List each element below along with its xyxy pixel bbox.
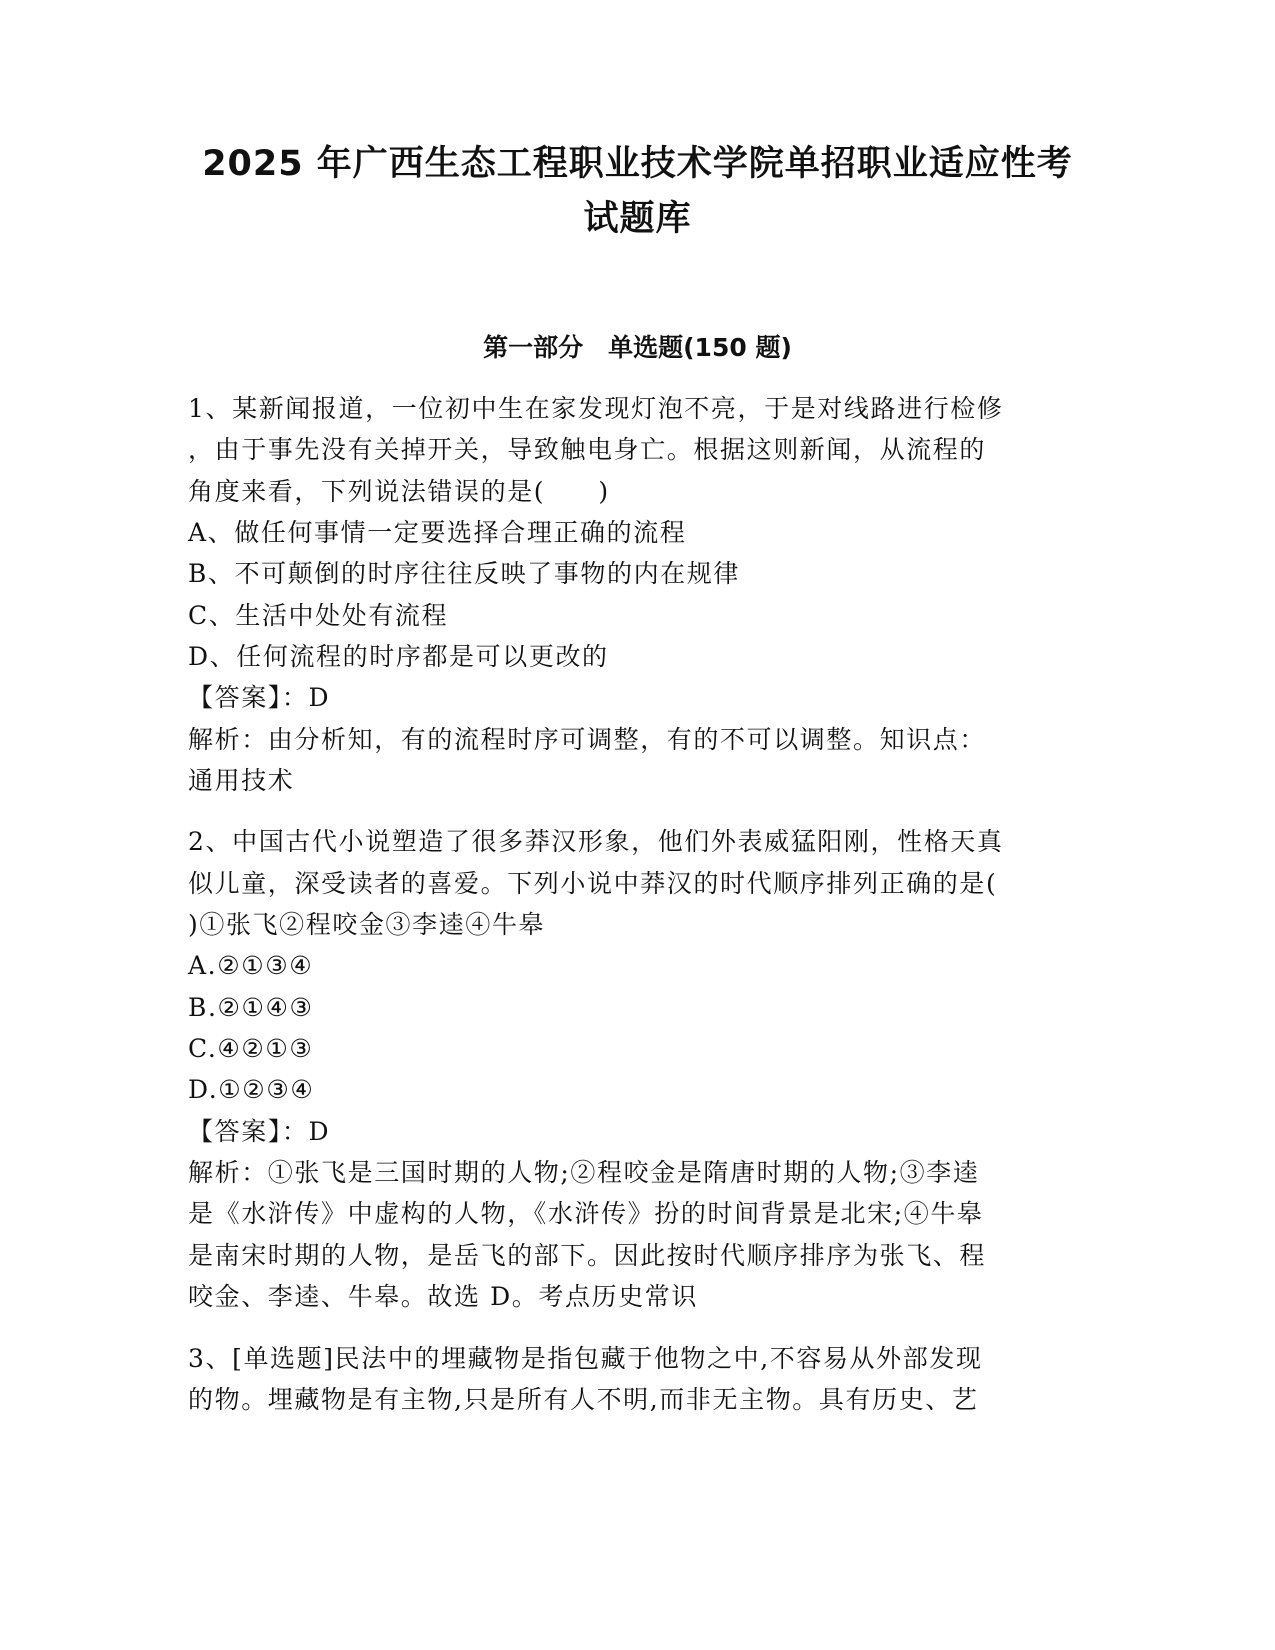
question-1-option-a: A、做任何事情一定要选择合理正确的流程: [188, 518, 687, 547]
question-2-answer: 【答案】：D: [188, 1117, 331, 1146]
question-3-text-line-1: 3、[单选题]民法中的埋藏物是指包藏于他物之中,不容易从外部发现: [188, 1344, 983, 1373]
question-2-analysis-line-4: 咬金、李逵、牛皋。故选 D。考点历史常识: [188, 1282, 698, 1311]
question-1-text-line-3: 角度来看，下列说法错误的是( ): [188, 477, 610, 506]
question-1-option-c: C、生活中处处有流程: [188, 601, 449, 630]
question-2-option-c: C.④②①③: [188, 1034, 314, 1063]
question-1-analysis-line-2: 通用技术: [188, 766, 295, 795]
question-1-option-b: B、不可颠倒的时序往往反映了事物的内在规律: [188, 559, 740, 588]
question-2-option-a: A.②①③④: [188, 951, 314, 980]
section-title: 第一部分 单选题(150 题): [483, 333, 792, 362]
question-1-text-line-1: 1、某新闻报道，一位初中生在家发现灯泡不亮，于是对线路进行检修: [188, 394, 1004, 423]
question-2-option-d: D.①②③④: [188, 1075, 315, 1104]
document-title-line-2: 试题库: [583, 199, 692, 239]
question-2-analysis-line-2: 是《水浒传》中虚构的人物，《水浒传》扮的时间背景是北宋;④牛皋: [188, 1199, 984, 1228]
question-2-text-line-2: 似儿童，深受读者的喜爱。下列小说中莽汉的时代顺序排列正确的是(: [188, 869, 998, 898]
question-2-analysis-line-3: 是南宋时期的人物，是岳飞的部下。因此按时代顺序排序为张飞、程: [188, 1241, 987, 1270]
document-title-line-1: 2025 年广西生态工程职业技术学院单招职业适应性考: [202, 144, 1073, 184]
question-2-analysis-line-1: 解析：①张飞是三国时期的人物;②程咬金是隋唐时期的人物;③李逵: [188, 1158, 980, 1187]
question-2-text-line-3: )①张飞②程咬金③李逵④牛皋: [188, 910, 546, 939]
question-1-option-d: D、任何流程的时序都是可以更改的: [188, 642, 609, 671]
question-1-answer: 【答案】：D: [188, 683, 331, 712]
question-1-analysis-line-1: 解析：由分析知，有的流程时序可调整，有的不可以调整。知识点：: [188, 725, 987, 754]
question-3-text-line-2: 的物。埋藏物是有主物,只是所有人不明,而非无主物。具有历史、艺: [188, 1385, 979, 1414]
question-2-option-b: B.②①④③: [188, 993, 314, 1022]
question-2-text-line-1: 2、中国古代小说塑造了很多莽汉形象，他们外表威猛阳刚，性格天真: [188, 827, 1004, 856]
question-1-text-line-2: ，由于事先没有关掉开关，导致触电身亡。根据这则新闻，从流程的: [188, 435, 987, 464]
